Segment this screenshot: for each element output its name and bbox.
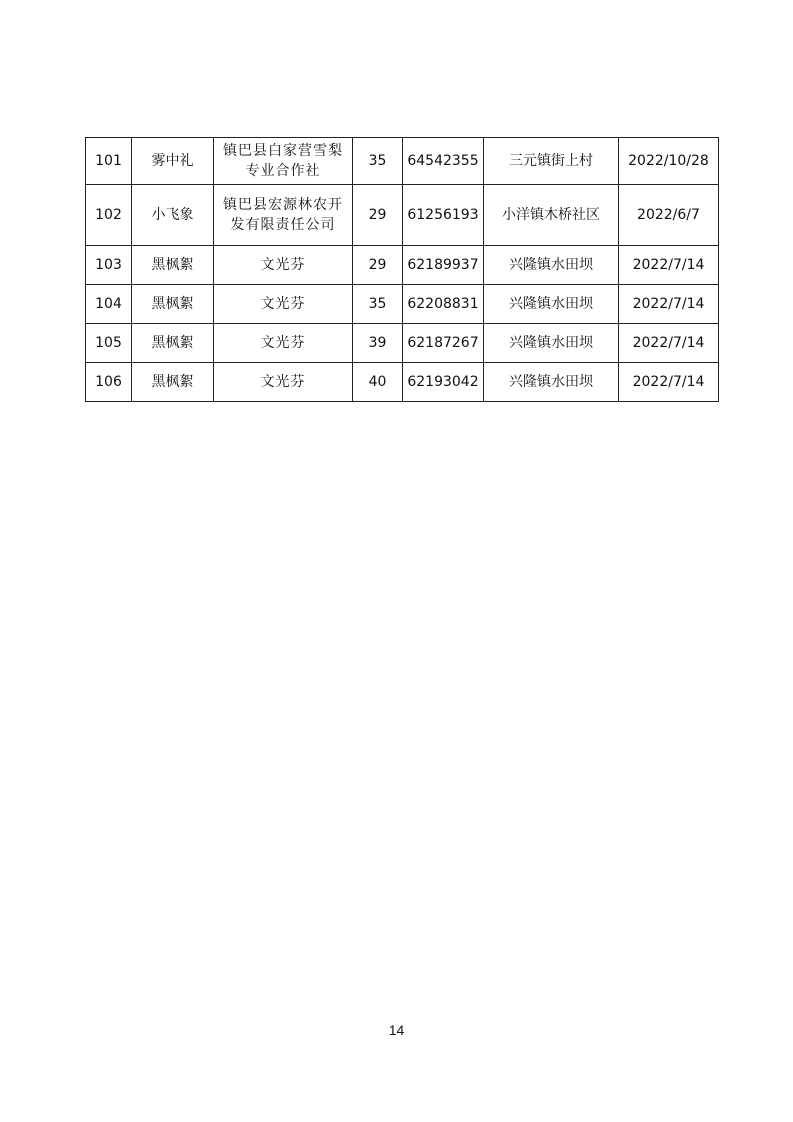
table-row: [86, 185, 719, 246]
cell-date: 2022/7/14: [619, 324, 719, 363]
cell-id: 62208831: [403, 285, 484, 324]
cell-name: 雾中礼: [132, 138, 214, 185]
cell-name: 黑枫絮: [132, 246, 214, 285]
cell-age: 40: [353, 363, 403, 402]
cell-org-text: 文光芬: [260, 257, 306, 273]
cell-org: [214, 285, 353, 324]
page-number: 14: [388, 1022, 405, 1038]
cell-date: 2022/7/14: [619, 246, 719, 285]
cell-org: [214, 363, 353, 402]
table-row: [86, 138, 719, 185]
cell-name: 黑枫絮: [132, 285, 214, 324]
cell-org: [214, 324, 353, 363]
cell-no: 105: [86, 324, 132, 363]
cell-place: 兴隆镇水田坝: [484, 285, 619, 324]
cell-org: [214, 138, 353, 185]
cell-org-text: 文光芬: [260, 296, 306, 312]
cell-name: 黑枫絮: [132, 363, 214, 402]
cell-name: 小飞象: [132, 185, 214, 246]
cell-no: 104: [86, 285, 132, 324]
records-table: [85, 137, 719, 402]
cell-date: 2022/7/14: [619, 285, 719, 324]
cell-no: 101: [86, 138, 132, 185]
cell-place: 兴隆镇水田坝: [484, 246, 619, 285]
table-row: [86, 324, 719, 363]
cell-age: 35: [353, 285, 403, 324]
cell-org: [214, 185, 353, 246]
cell-place: 三元镇街上村: [484, 138, 619, 185]
cell-no: 102: [86, 185, 132, 246]
cell-age: 29: [353, 246, 403, 285]
cell-org-text: 文光芬: [260, 335, 306, 351]
cell-age: 39: [353, 324, 403, 363]
cell-date: 2022/6/7: [619, 185, 719, 246]
cell-no: 103: [86, 246, 132, 285]
cell-id: 64542355: [403, 138, 484, 185]
cell-no: 106: [86, 363, 132, 402]
cell-place: 兴隆镇水田坝: [484, 363, 619, 402]
cell-date: 2022/7/14: [619, 363, 719, 402]
cell-age: 29: [353, 185, 403, 246]
cell-age: 35: [353, 138, 403, 185]
table-row: [86, 363, 719, 402]
table-row: [86, 285, 719, 324]
cell-id: 62187267: [403, 324, 484, 363]
cell-date: 2022/10/28: [619, 138, 719, 185]
cell-name: 黑枫絮: [132, 324, 214, 363]
cell-org-text: 镇巴县白家营雪梨专业合作社: [223, 143, 343, 179]
cell-id: 62189937: [403, 246, 484, 285]
cell-place: 兴隆镇水田坝: [484, 324, 619, 363]
cell-org: [214, 246, 353, 285]
cell-id: 62193042: [403, 363, 484, 402]
cell-place: 小洋镇木桥社区: [484, 185, 619, 246]
cell-org-text: 文光芬: [260, 374, 306, 390]
table-row: [86, 246, 719, 285]
cell-org-text: 镇巴县宏源林农开发有限责任公司: [223, 197, 343, 233]
cell-id: 61256193: [403, 185, 484, 246]
